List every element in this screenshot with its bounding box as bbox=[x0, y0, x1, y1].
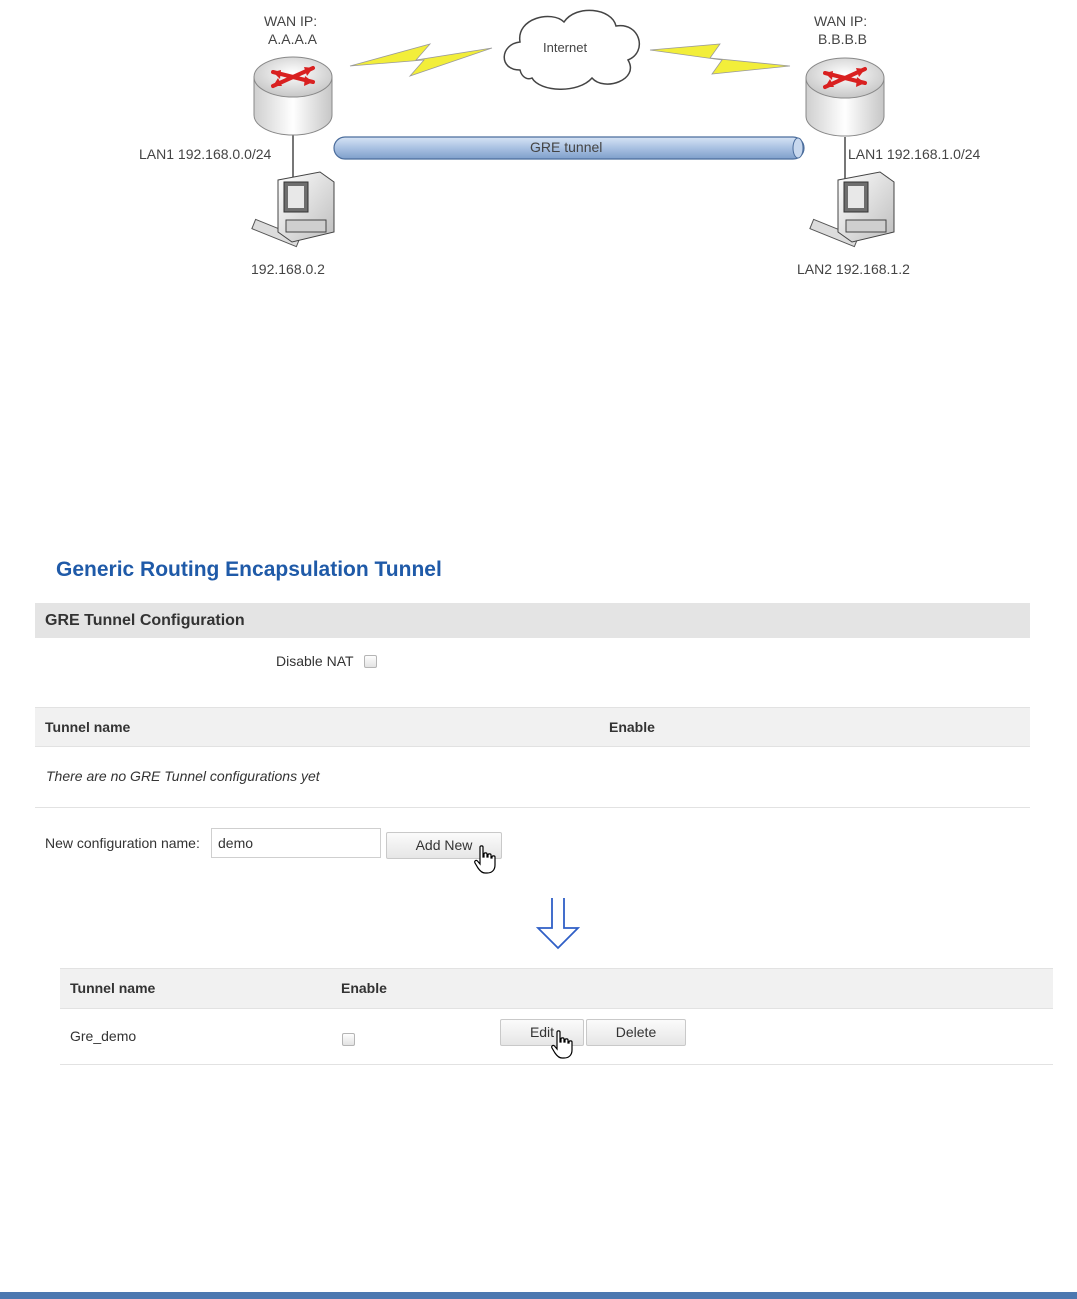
empty-table-message: There are no GRE Tunnel configurations yet bbox=[46, 768, 320, 784]
left-computer-icon bbox=[252, 172, 334, 247]
left-router-icon bbox=[254, 57, 332, 135]
result-col-enable: Enable bbox=[341, 980, 387, 996]
col-enable: Enable bbox=[609, 719, 655, 735]
hand-cursor-icon bbox=[551, 1030, 575, 1060]
delete-button[interactable]: Delete bbox=[586, 1019, 686, 1046]
section-header bbox=[35, 603, 1030, 638]
disable-nat-checkbox[interactable] bbox=[364, 655, 377, 668]
hand-cursor-icon bbox=[474, 845, 498, 875]
result-col-tunnel-name: Tunnel name bbox=[70, 980, 156, 996]
right-lan-label: LAN1 192.168.1.0/24 bbox=[848, 146, 981, 162]
down-arrow-icon bbox=[536, 896, 580, 950]
right-router-icon bbox=[806, 58, 884, 136]
right-wan-label: WAN IP: bbox=[814, 13, 868, 29]
tunnel-enable-checkbox[interactable] bbox=[342, 1033, 355, 1046]
left-wan-label: WAN IP: bbox=[264, 13, 318, 29]
right-host-label: LAN2 192.168.1.2 bbox=[797, 261, 910, 277]
left-wan-ip: A.A.A.A bbox=[268, 31, 318, 47]
network-diagram bbox=[0, 0, 1077, 300]
left-lan-label: LAN1 192.168.0.0/24 bbox=[139, 146, 272, 162]
page-footer-bar bbox=[0, 1292, 1077, 1299]
add-new-button[interactable]: Add New bbox=[386, 832, 502, 859]
edit-button[interactable]: Edit bbox=[500, 1019, 584, 1046]
right-lightning-icon bbox=[650, 44, 790, 74]
internet-label: Internet bbox=[543, 40, 588, 55]
section-title: GRE Tunnel Configuration bbox=[45, 612, 245, 629]
new-config-label: New configuration name: bbox=[45, 835, 200, 851]
left-host-label: 192.168.0.2 bbox=[251, 261, 325, 277]
result-table-header bbox=[60, 968, 1053, 1009]
row-divider bbox=[60, 1064, 1053, 1065]
tunnel-label: GRE tunnel bbox=[530, 139, 603, 155]
page-title: Generic Routing Encapsulation Tunnel bbox=[56, 558, 442, 581]
left-lightning-icon bbox=[350, 44, 492, 76]
tunnel-table-header bbox=[35, 707, 1030, 747]
col-tunnel-name: Tunnel name bbox=[45, 719, 131, 735]
new-config-name-input[interactable] bbox=[211, 828, 381, 858]
right-wan-ip: B.B.B.B bbox=[818, 31, 868, 47]
right-computer-icon bbox=[810, 172, 894, 247]
disable-nat-label: Disable NAT bbox=[276, 653, 354, 669]
tunnel-row-name: Gre_demo bbox=[70, 1028, 137, 1044]
divider bbox=[35, 807, 1030, 808]
